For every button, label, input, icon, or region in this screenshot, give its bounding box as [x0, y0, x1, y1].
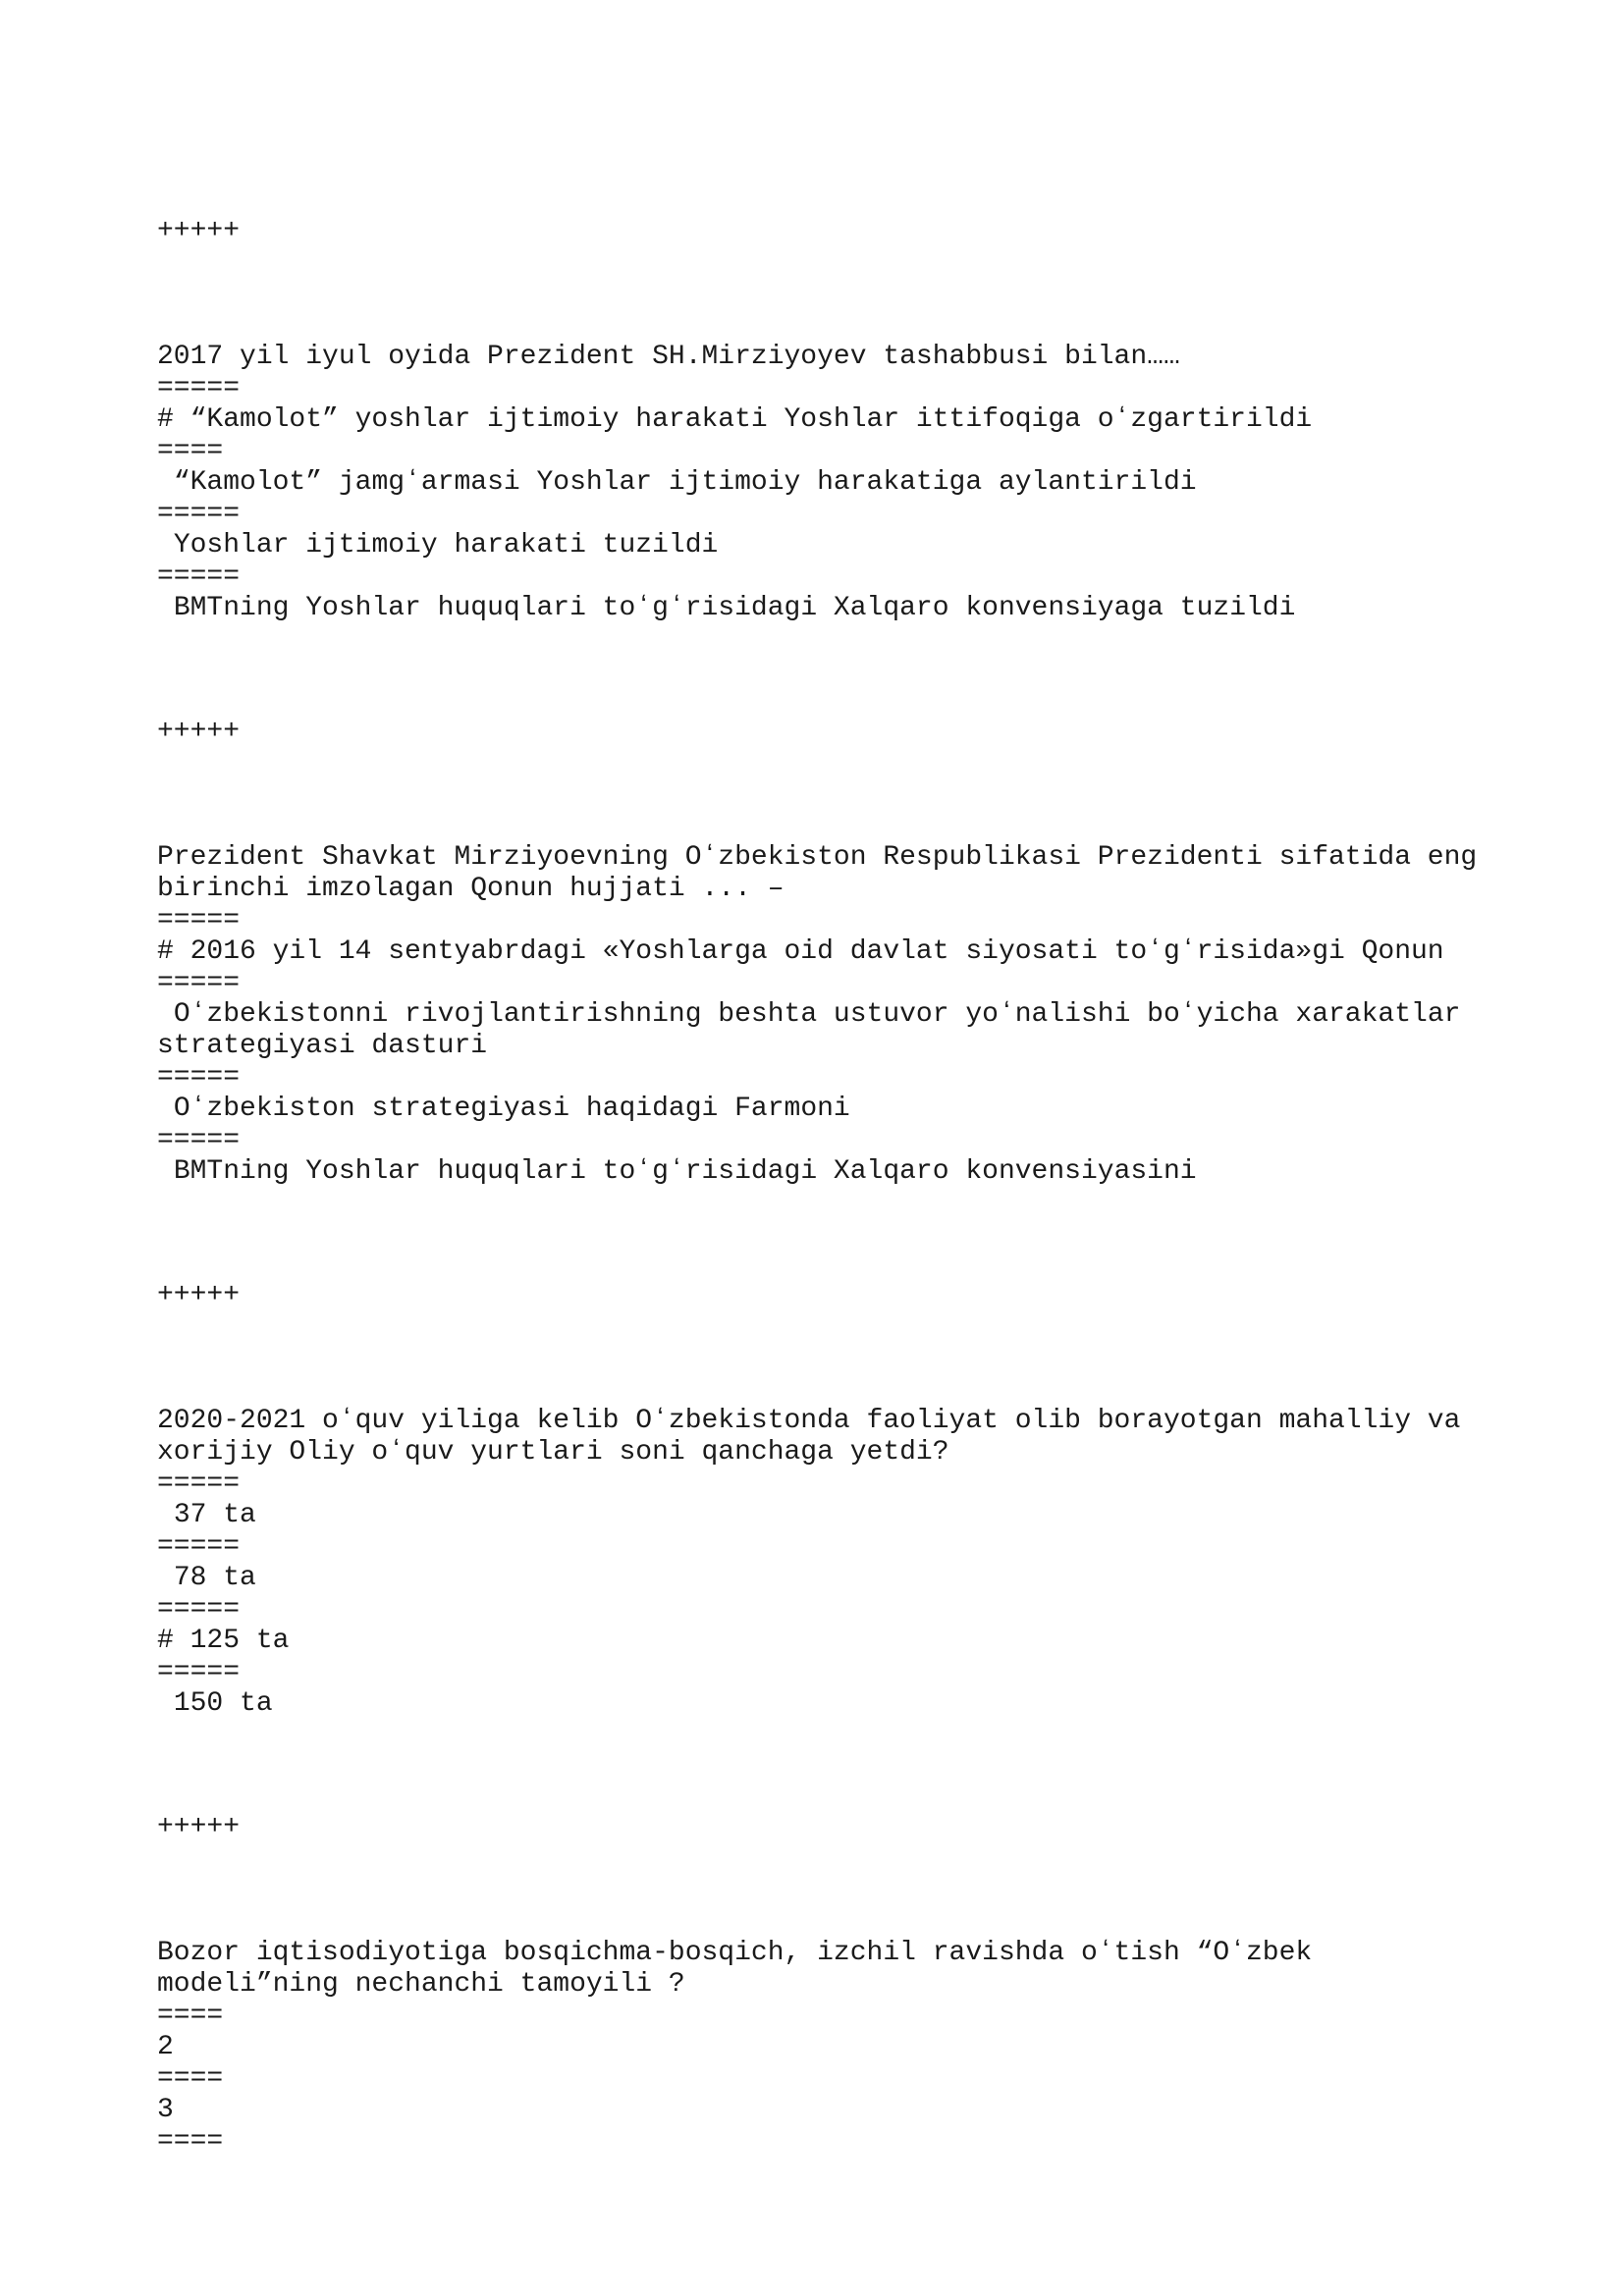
option-separator: =====: [157, 968, 241, 998]
option-separator: =====: [157, 905, 241, 935]
option-separator: =====: [157, 561, 241, 592]
option-separator: =====: [157, 1062, 241, 1093]
answer-option: 3: [157, 2095, 174, 2125]
question-marker: +++++: [157, 717, 241, 747]
answer-option: # 2016 yil 14 sentyabrdagi «Yoshlarga oid davlat siyosati toʻgʻrisida»gi Qonun: [157, 936, 1444, 967]
answer-option: # 125 ta: [157, 1626, 290, 1656]
answer-option: BMTning Yoshlar huquqlari toʻgʻrisidagi Xalqaro konvensiyaga tuzildi: [157, 593, 1296, 623]
answer-option: 37 ta: [157, 1500, 256, 1530]
question-block-3: [157, 1280, 1492, 1720]
question-marker: +++++: [157, 1812, 241, 1842]
answer-option: Oʻzbekiston strategiyasi haqidagi Farmoni: [157, 1094, 850, 1124]
option-separator: =====: [157, 373, 241, 403]
option-separator: ====: [157, 2001, 224, 2031]
option-separator: =====: [157, 1468, 241, 1499]
option-separator: =====: [157, 1594, 241, 1625]
question-text: Prezident Shavkat Mirziyoevning Oʻzbekiston Respublikasi Prezidenti sifatida eng birinchi imzolagan Qonun hujjati ... –: [157, 842, 1494, 904]
question-marker: +++++: [157, 216, 241, 246]
option-separator: ====: [157, 2063, 224, 2094]
answer-option: 2: [157, 2032, 174, 2062]
answer-option: # “Kamolot” yoshlar ijtimoiy harakati Yoshlar ittifoqiga oʻzgartirildi: [157, 404, 1313, 435]
answer-option: 150 ta: [157, 1688, 273, 1719]
answer-option: BMTning Yoshlar huquqlari toʻgʻrisidagi Xalqaro konvensiyasini: [157, 1156, 1197, 1187]
option-separator: =====: [157, 1125, 241, 1155]
answer-option: “Kamolot” jamgʻarmasi Yoshlar ijtimoiy harakatiga aylantirildi: [157, 467, 1197, 498]
question-block-4: [157, 1812, 1492, 2158]
option-separator: =====: [157, 1657, 241, 1687]
answer-option: 78 ta: [157, 1563, 256, 1593]
question-text: Bozor iqtisodiyotiga bosqichma-bosqich, izchil ravishda oʻtish “Oʻzbek modeli”ning nechanchi tamoyili ?: [157, 1938, 1329, 2000]
question-block-2: [157, 717, 1492, 1188]
question-text: 2020-2021 oʻquv yiliga kelib Oʻzbekistonda faoliyat olib borayotgan mahalliy va xorijiy Oliy oʻquv yurtlari soni qanchaga yetdi?: [157, 1406, 1478, 1468]
question-marker: +++++: [157, 1280, 241, 1310]
option-separator: ====: [157, 436, 224, 466]
option-separator: =====: [157, 1531, 241, 1562]
option-separator: ====: [157, 2126, 224, 2157]
question-text: 2017 yil iyul oyida Prezident SH.Mirziyoyev tashabbusi bilan……: [157, 342, 1180, 372]
option-separator: =====: [157, 499, 241, 529]
answer-option: Oʻzbekistonni rivojlantirishning beshta ustuvor yoʻnalishi boʻyicha xarakatlar strategiyasi dasturi: [157, 999, 1478, 1061]
question-block-1: [157, 216, 1492, 624]
answer-option: Yoshlar ijtimoiy harakati tuzildi: [157, 530, 719, 561]
